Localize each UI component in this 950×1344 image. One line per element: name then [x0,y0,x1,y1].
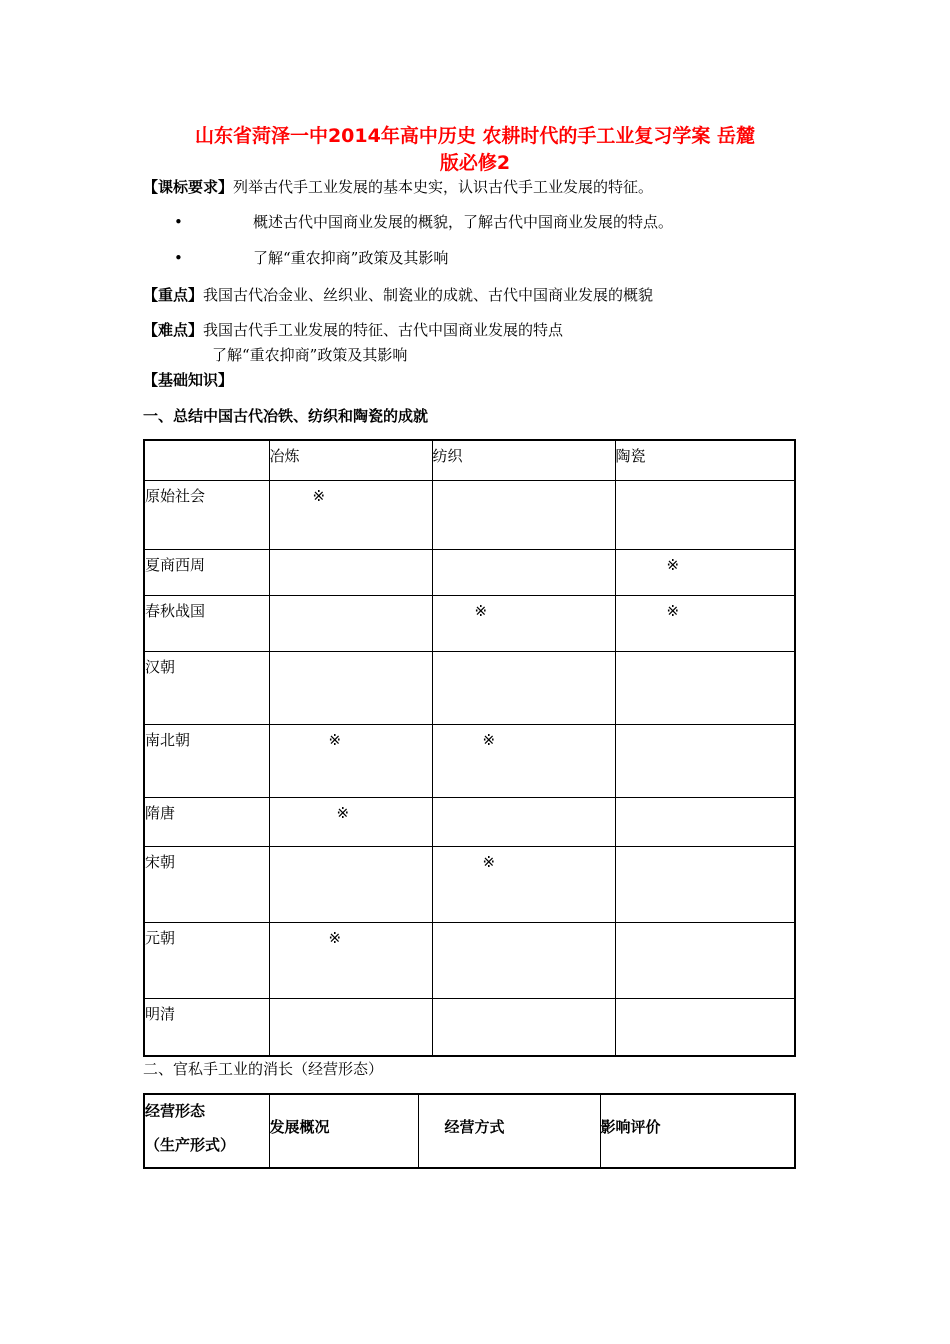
document-title-line2: 版必修2 [439,152,511,174]
period-cell: 夏商西周 [144,549,269,595]
period-cell: 明清 [144,998,269,1056]
table-cell [432,549,615,595]
table-row [144,922,795,998]
period-cell: 宋朝 [144,846,269,922]
table-cell [615,797,795,846]
table-cell [269,595,432,651]
table-cell [615,480,795,549]
table-header-cell: 陶瓷 [615,440,795,480]
mark-symbol: ※ [312,486,326,505]
table-cell [615,922,795,998]
nandian-section [143,320,563,340]
table-header-row [144,440,795,480]
bullet-dot-icon: • [174,249,183,267]
section1-title: 一、总结中国古代冶铁、纺织和陶瓷的成就 [143,407,429,425]
bullet-item-1: 概述古代中国商业发展的概貌，了解古代中国商业发展的特点。 [253,213,674,231]
table-header-cell: 发展概况 [269,1094,418,1168]
nandian-text-2: 了解“重农抑商”政策及其影响 [212,346,408,364]
kebiao-requirement [143,177,653,197]
table-cell [615,998,795,1056]
table-header-cell: 影响评价 [600,1094,795,1168]
table-cell [432,846,615,922]
table-cell [269,651,432,724]
table-cell [615,595,795,651]
header-text: （生产形式） [145,1136,236,1154]
table-cell [269,998,432,1056]
document-title-line1: 山东省菏泽一中2014年高中历史 农耕时代的手工业复习学案 岳麓 [194,125,756,147]
table-header-cell: 纺织 [432,440,615,480]
table-cell [432,595,615,651]
table-row [144,549,795,595]
zhongdian-text: 我国古代冶金业、丝织业、制瓷业的成就、古代中国商业发展的概貌 [203,286,654,304]
table-cell [269,480,432,549]
table-cell [615,549,795,595]
table-header-cell [144,440,269,480]
section2-title: 二、官私手工业的消长（经营形态） [143,1060,384,1078]
table-row [144,480,795,549]
mark-symbol: ※ [328,928,342,947]
bullet-item-2: 了解“重农抑商”政策及其影响 [253,249,449,267]
table-header-cell: 经营方式 [418,1094,600,1168]
period-cell: 隋唐 [144,797,269,846]
period-cell: 元朝 [144,922,269,998]
table-cell [432,797,615,846]
table-row [144,846,795,922]
table-cell [269,549,432,595]
table-cell [432,651,615,724]
header-text: 经营形态 [145,1102,206,1120]
table-row [144,651,795,724]
period-cell: 原始社会 [144,480,269,549]
management-form-table [143,1093,796,1169]
mark-symbol: ※ [482,852,496,871]
table-cell [269,846,432,922]
mark-symbol: ※ [328,730,342,749]
achievements-table [143,439,796,1057]
table-cell [615,724,795,797]
mark-symbol: ※ [666,601,680,620]
kebiao-label: 【课标要求】 [143,178,234,196]
table-cell [269,922,432,998]
table-cell [269,724,432,797]
table-cell [432,480,615,549]
bullet-dot-icon: • [174,213,183,231]
table-cell [615,846,795,922]
table-cell [432,998,615,1056]
period-cell: 汉朝 [144,651,269,724]
jichu-label: 【基础知识】 [143,371,234,389]
kebiao-text: 列举古代手工业发展的基本史实，认识古代手工业发展的特征。 [233,178,654,196]
zhongdian-section [143,285,653,305]
period-cell: 南北朝 [144,724,269,797]
table-row [144,998,795,1056]
table-cell [432,922,615,998]
table-cell [432,724,615,797]
table-header-cell: 冶炼 [269,440,432,480]
period-cell: 春秋战国 [144,595,269,651]
mark-symbol: ※ [336,803,350,822]
table-row [144,595,795,651]
nandian-label: 【难点】 [143,321,204,339]
mark-symbol: ※ [474,601,488,620]
table-cell [269,797,432,846]
table-header-cell [144,1094,269,1168]
nandian-text-1: 我国古代手工业发展的特征、古代中国商业发展的特点 [203,321,564,339]
mark-symbol: ※ [666,555,680,574]
table-row [144,797,795,846]
table-row [144,724,795,797]
table-cell [615,651,795,724]
mark-symbol: ※ [482,730,496,749]
zhongdian-label: 【重点】 [143,286,204,304]
table-header-row [144,1094,795,1168]
